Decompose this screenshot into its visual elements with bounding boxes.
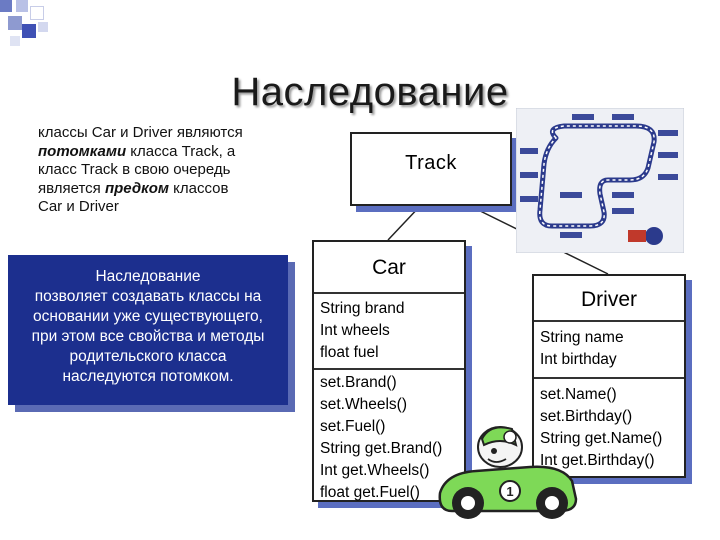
info-box-line: при этом все свойства и методы (31, 328, 265, 345)
intro-text-fragment: является (38, 179, 105, 197)
intro-line: Car и Driver (38, 198, 119, 215)
info-box-line: родительского класса (69, 348, 227, 365)
info-box-line: позволяет создавать классы на (34, 288, 262, 305)
intro-emphasis: потомками (38, 142, 127, 160)
driver-attribute: Int birthday (540, 351, 617, 368)
intro-text-fragment: класса Track, а (126, 142, 236, 160)
intro-line: классы Car и Driver являются (38, 124, 243, 141)
race-car-image (430, 415, 580, 530)
info-box-line: основании уже существующего, (33, 308, 263, 325)
driver-attribute: String name (540, 329, 624, 346)
intro-emphasis: предком (104, 179, 169, 197)
driver-figure (478, 427, 522, 467)
car-attribute: Int wheels (320, 322, 390, 339)
race-track-map-image (516, 108, 684, 253)
intro-line: класс Track в свою очередь (38, 161, 231, 178)
track-class-name: Track (405, 152, 457, 174)
car-to-track-arrow (388, 204, 422, 240)
car-method: Int get.Wheels() (320, 462, 430, 479)
driver-method: String get.Name() (540, 430, 663, 447)
info-box-line: Наследование (95, 268, 201, 285)
driver-method: Int get.Birthday() (540, 452, 655, 469)
info-box-line: наследуются потомком. (62, 368, 234, 385)
car-class-name: Car (372, 256, 406, 279)
car-method: set.Fuel() (320, 418, 386, 435)
car-attribute: String brand (320, 300, 405, 317)
driver-method: set.Birthday() (540, 408, 633, 425)
slide-title: Наследование (231, 70, 509, 114)
car-method: set.Brand() (320, 374, 397, 391)
driver-attributes (534, 322, 684, 377)
car-method: float get.Fuel() (320, 484, 420, 501)
driver-method: set.Name() (540, 386, 617, 403)
car-method: set.Wheels() (320, 396, 407, 413)
race-car-number: 1 (506, 484, 514, 499)
driver-class-name: Driver (581, 288, 637, 311)
car-attributes (314, 294, 464, 368)
car-attribute: float fuel (320, 344, 379, 361)
intro-text-fragment: классов (168, 179, 229, 197)
car-method: String get.Brand() (320, 440, 443, 457)
track-class-box (350, 132, 512, 206)
